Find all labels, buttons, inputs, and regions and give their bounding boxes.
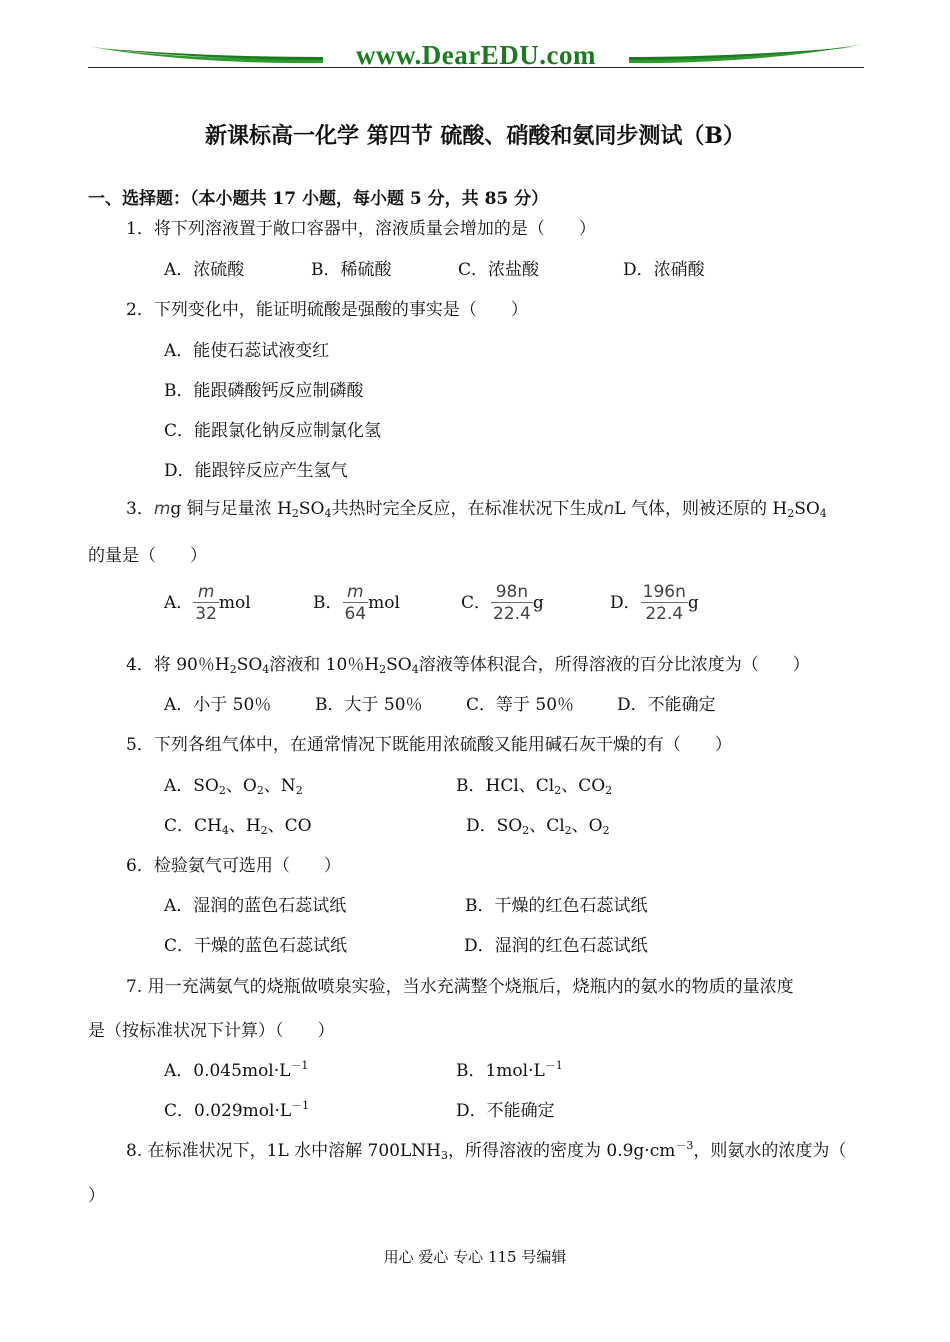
q6-option-d: D．湿润的红色石蕊试纸 [464,936,648,956]
q5-option-b: B．HCl、$Cl_2$、$CO_2$ [456,776,613,797]
q4-stem: 4．将 90％$H_2SO_4$溶液和 10％$H_2SO_4$溶液等体积混合，所得溶液的百分比浓度为（ ） [126,655,810,676]
q7-option-a: A．$0.045mol\cdot L^{-1}$ [164,1059,309,1081]
q7-stem: 7. 用一充满氨气的烧瓶做喷泉实验，当水充满整个烧瓶后，烧瓶内的氨水的物质的量浓度 [126,977,794,997]
q4-option-d: D．不能确定 [617,695,716,715]
q3-option-c: C． $\frac{98n}{22.4}$ g [461,582,544,624]
q7-option-d: D．不能确定 [456,1101,555,1121]
fraction: $\frac{98n}{22.4}$ [493,582,531,624]
q4-option-a: A．小于 50％ [164,695,272,715]
page-title: 新课标高一化学 第四节 硫酸、硝酸和氨同步测试（B） [205,123,745,149]
q1-stem: 1．将下列溶液置于敞口容器中，溶液质量会增加的是（ ） [126,219,596,239]
q5-stem: 5．下列各组气体中，在通常情况下既能用浓硫酸又能用碱石灰干燥的有（ ） [126,735,732,755]
q2-stem: 2．下列变化中，能证明硫酸是强酸的事实是（ ） [126,300,528,320]
q6-option-a: A．湿润的蓝色石蕊试纸 [164,896,347,916]
q3-option-b: B． $\frac{m}{64}$ mol [313,582,400,624]
q4-option-b: B．大于 50％ [315,695,423,715]
q4-option-c: C．等于 50％ [466,695,575,715]
q1-option-c: C．浓盐酸 [458,260,540,280]
q2-option-c: C．能跟氯化钠反应制氯化氢 [164,421,382,441]
q6-option-c: C．干燥的蓝色石蕊试纸 [164,936,348,956]
q6-option-b: B．干燥的红色石蕊试纸 [465,896,648,916]
q8-stem: 8. 在标准状况下，1L 水中溶解 $700LNH_3$，所得溶液的密度为 $0.9g\cdot cm^{-3}$，则氨水的浓度为（ [126,1139,847,1162]
q5-option-c: C．$CH_4$、$H_2$、CO [164,816,312,837]
fraction: $\frac{m}{64}$ [344,582,367,624]
q2-option-a: A．能使石蕊试液变红 [164,341,330,361]
q5-option-a: A．$SO_2$、$O_2$、$N_2$ [164,776,303,797]
q5-option-d: D．$SO_2$、$Cl_2$、$O_2$ [466,816,610,837]
fraction: $\frac{m}{32}$ [195,582,217,624]
brand-logo-text: www.DearEDU.com [356,40,596,70]
q7-option-b: B．$1mol\cdot L^{-1}$ [456,1059,563,1081]
page-footer: 用心 爱心 专心 115 号编辑 [383,1248,567,1266]
header-rule [88,67,864,68]
q6-stem: 6．检验氨气可选用（ ） [126,856,341,876]
q7-stem-line2: 是（按标准状况下计算）（ ） [88,1021,335,1041]
q2-option-b: B．能跟磷酸钙反应制磷酸 [164,381,364,401]
q1-option-d: D．浓硝酸 [623,260,705,280]
q3-option-a: A． $\frac{m}{32}$ mol [164,582,251,624]
q8-stem-line2: ） [88,1186,105,1206]
section-heading: 一、选择题：（本小题共 17 小题，每小题 5 分，共 85 分） [88,189,549,209]
q2-option-d: D．能跟锌反应产生氢气 [164,461,348,481]
q3-option-d: D． $\frac{196n}{22.4}$ g [610,582,699,624]
q1-option-a: A．浓硫酸 [164,260,245,280]
q3-stem-line2: 的量是（ ） [88,546,207,566]
fraction: $\frac{196n}{22.4}$ [642,582,686,624]
q1-option-b: B．稀硫酸 [311,260,392,280]
q7-option-c: C．$0.029mol\cdot L^{-1}$ [164,1099,310,1121]
q3-stem: 3．mg 铜与足量浓 $H_2SO_4$共热时完全反应，在标准状况下生成nL 气体，则被还原的 $H_2SO_4$ [126,499,827,520]
